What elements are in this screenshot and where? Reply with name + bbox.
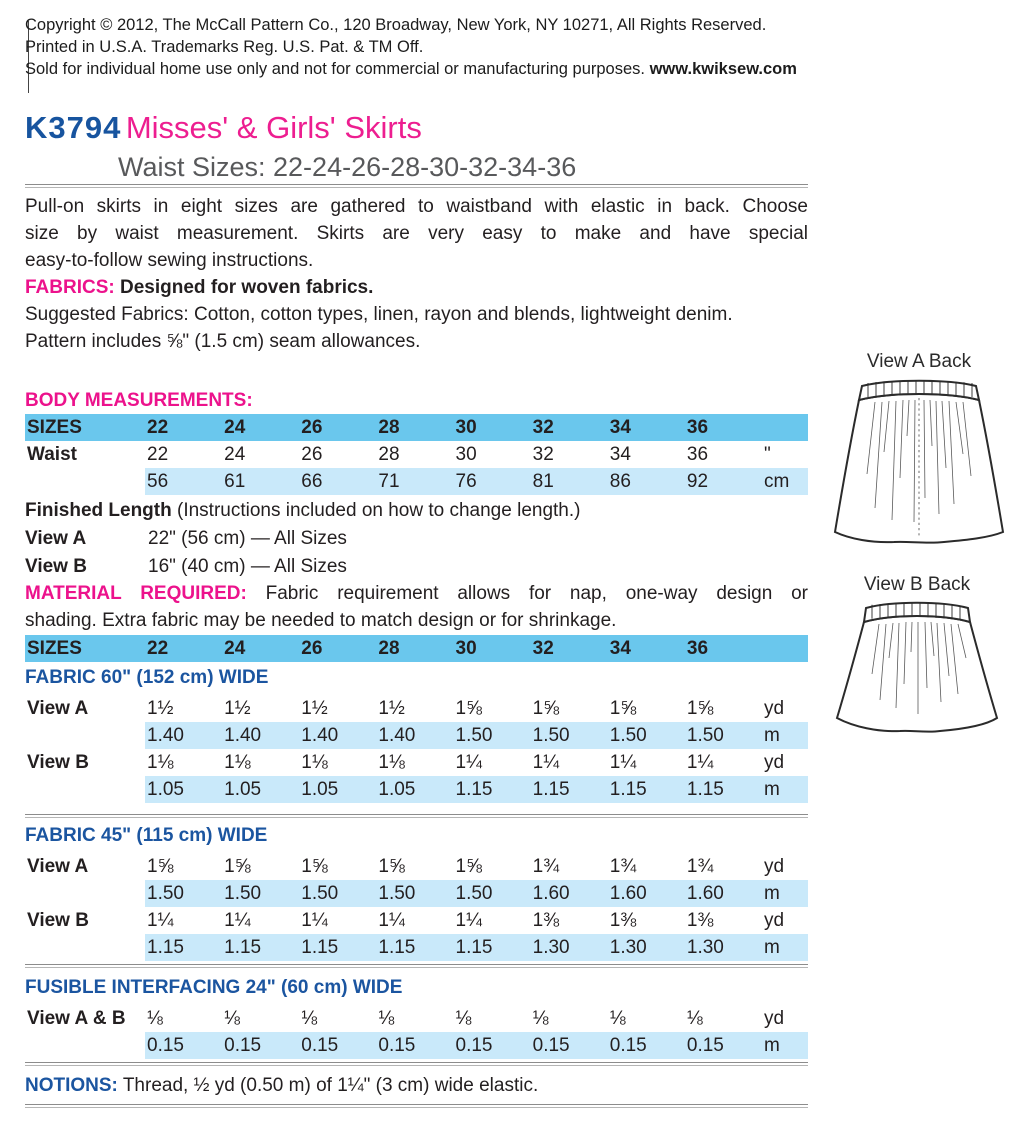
fabrics-text: Designed for woven fabrics. — [120, 277, 374, 298]
table-cell: 1½ — [147, 698, 174, 719]
table-cell: 28 — [378, 417, 400, 438]
table-cell: 61 — [222, 468, 299, 495]
section-divider — [25, 184, 808, 188]
view-b-caption: View B Back — [863, 574, 971, 595]
table-cell: 26 — [301, 444, 323, 465]
table-cell: 1.05 — [299, 776, 376, 803]
table-cell: 1⅛ — [301, 752, 328, 773]
table-cell: 81 — [531, 468, 608, 495]
section-divider — [25, 1062, 808, 1066]
table-cell: 1.05 — [376, 776, 453, 803]
table-cell: 1.05 — [145, 776, 222, 803]
table-cell: 1.50 — [454, 880, 531, 907]
row-label: View A — [27, 856, 89, 877]
table-cell: 1⅛ — [378, 752, 405, 773]
view-a-length: 22" (56 cm) — All Sizes — [148, 528, 347, 549]
table-cell: 34 — [609, 444, 631, 465]
title-block — [25, 110, 815, 183]
fabric45-view-b-m-row — [25, 934, 808, 961]
table-cell: ⅛ — [224, 1008, 240, 1029]
table-cell: 1¼ — [455, 910, 482, 931]
table-cell: 1⅜ — [609, 910, 637, 931]
material-required-label: MATERIAL REQUIRED: — [25, 583, 247, 604]
table-cell: 1.50 — [299, 880, 376, 907]
fabric60-view-b-m-row — [25, 776, 808, 803]
copyright-line-2: Printed in U.S.A. Trademarks Reg. U.S. Pat. & TM Off. — [25, 38, 424, 56]
row-label: SIZES — [27, 417, 82, 438]
table-cell: 28 — [378, 444, 400, 465]
table-cell: 22 — [147, 444, 169, 465]
row-unit: yd — [764, 752, 785, 773]
table-cell: 1¼ — [224, 910, 251, 931]
table-cell: 66 — [299, 468, 376, 495]
row-unit: m — [762, 776, 808, 803]
table-cell: 34 — [609, 417, 631, 438]
body-measurements-heading: BODY MEASUREMENTS: — [25, 390, 253, 411]
table-cell: 76 — [454, 468, 531, 495]
table-cell: 1.15 — [531, 776, 608, 803]
table-cell: 1¼ — [686, 752, 714, 773]
finished-length-block — [25, 497, 808, 581]
copyright-line-1: Copyright © 2012, The McCall Pattern Co., 120 Broadway, New York, NY 10271, All Rights Reserved. — [25, 16, 767, 34]
table-cell: 1.60 — [531, 880, 608, 907]
table-cell: 1¼ — [455, 752, 482, 773]
table-cell: 1.40 — [222, 722, 299, 749]
interfacing-yd-row — [25, 1005, 808, 1032]
row-unit — [762, 635, 808, 662]
table-cell: 36 — [686, 417, 709, 438]
row-label: View B — [27, 752, 89, 773]
table-cell: 0.15 — [299, 1032, 376, 1059]
section-divider — [25, 964, 808, 968]
table-cell: 1⅜ — [532, 910, 560, 931]
waist-inches-row — [25, 441, 808, 468]
table-cell: 1.40 — [376, 722, 453, 749]
table-cell: 1.60 — [608, 880, 685, 907]
finished-length-label: Finished Length — [25, 500, 172, 521]
material-required-text: Fabric requirement allows for nap, one-way design or — [265, 583, 808, 604]
row-unit: yd — [764, 698, 785, 719]
table-cell: 92 — [685, 468, 762, 495]
table-cell: 1¼ — [532, 752, 560, 773]
table-cell: 22 — [147, 417, 169, 438]
table-cell: 36 — [686, 638, 709, 659]
view-b-length-row — [25, 553, 808, 581]
material-required-line: shading. Extra fabric may be needed to match design or for shrinkage. — [25, 610, 617, 631]
table-cell: 0.15 — [145, 1032, 222, 1059]
section-divider — [25, 814, 808, 818]
table-cell: 1.30 — [608, 934, 685, 961]
table-cell: ⅛ — [147, 1008, 163, 1029]
table-cell: ⅛ — [532, 1008, 549, 1029]
material-sizes-row-wrap — [25, 635, 808, 662]
table-cell: 0.15 — [454, 1032, 531, 1059]
row-label — [25, 776, 145, 803]
view-a-skirt-illustration — [828, 372, 1010, 547]
table-cell: 1⅝ — [147, 856, 174, 877]
view-a-caption: View A Back — [866, 351, 972, 372]
view-b-label: View B — [25, 556, 87, 577]
table-cell: 1¼ — [609, 752, 637, 773]
fabric45-view-a-yd-row — [25, 853, 808, 880]
table-cell: 1⅝ — [532, 698, 560, 719]
table-cell: 1¾ — [686, 856, 714, 877]
row-label — [25, 722, 145, 749]
copyright-line-3 — [25, 58, 825, 80]
row-unit: cm — [762, 468, 808, 495]
table-cell: 32 — [532, 638, 554, 659]
row-unit: yd — [764, 910, 785, 931]
table-cell: 1.50 — [145, 880, 222, 907]
table-cell: 26 — [301, 417, 323, 438]
row-label: View A — [27, 698, 89, 719]
description-block — [25, 193, 808, 355]
table-cell: 0.15 — [222, 1032, 299, 1059]
fabric-45-table — [25, 822, 808, 961]
table-cell: 1.15 — [685, 776, 762, 803]
usage-text: Sold for individual home use only and not for commercial or manufacturing purposes. — [25, 60, 645, 78]
table-cell: 1½ — [301, 698, 328, 719]
table-cell: 1.15 — [376, 934, 453, 961]
table-cell: 1⅜ — [686, 910, 714, 931]
table-cell: ⅛ — [609, 1008, 626, 1029]
row-label: SIZES — [27, 638, 82, 659]
row-label — [25, 468, 145, 495]
table-cell: 1½ — [224, 698, 251, 719]
table-cell: 1¼ — [378, 910, 405, 931]
table-cell: ⅛ — [378, 1008, 395, 1029]
table-cell: ⅛ — [686, 1008, 703, 1029]
fabric60-view-a-yd-row — [25, 695, 808, 722]
masthead — [25, 14, 825, 80]
row-unit: " — [764, 444, 771, 465]
finished-length-note: (Instructions included on how to change length.) — [177, 500, 581, 521]
table-cell: 1.40 — [299, 722, 376, 749]
table-cell: 30 — [455, 444, 477, 465]
table-cell: ⅛ — [455, 1008, 472, 1029]
table-cell: 24 — [224, 417, 246, 438]
title-line — [25, 110, 815, 146]
table-cell: 24 — [224, 444, 246, 465]
section-divider — [25, 1104, 808, 1108]
sizes-header-row — [25, 635, 808, 662]
table-cell: 1¾ — [609, 856, 637, 877]
body-measurements-table — [25, 414, 808, 495]
table-cell: 22 — [147, 638, 169, 659]
row-unit: m — [762, 880, 808, 907]
sizes-header-row — [25, 414, 808, 441]
fabric45-view-b-yd-row — [25, 907, 808, 934]
table-cell: 1.15 — [145, 934, 222, 961]
table-cell: 71 — [376, 468, 453, 495]
table-cell: 1⅝ — [686, 698, 714, 719]
material-required-line — [25, 580, 808, 607]
seam-allowance-line: Pattern includes ⅝" (1.5 cm) seam allowances. — [25, 331, 421, 352]
table-cell: 24 — [224, 638, 246, 659]
fabric60-view-b-yd-row — [25, 749, 808, 776]
table-cell: 34 — [609, 638, 631, 659]
table-cell: 86 — [608, 468, 685, 495]
fabric-45-heading: FABRIC 45" (115 cm) WIDE — [25, 825, 268, 846]
suggested-fabrics-line: Suggested Fabrics: Cotton, cotton types, linen, rayon and blends, lightweight denim. — [25, 304, 733, 325]
row-unit: yd — [764, 856, 785, 877]
table-cell: 32 — [532, 417, 554, 438]
waist-cm-row — [25, 468, 808, 495]
row-label — [25, 880, 145, 907]
table-cell: 1.50 — [531, 722, 608, 749]
row-unit: yd — [764, 1008, 785, 1029]
fabric-60-table — [25, 664, 808, 803]
fabric45-view-a-m-row — [25, 880, 808, 907]
row-unit — [762, 414, 808, 441]
fabric-60-heading: FABRIC 60" (152 cm) WIDE — [25, 667, 269, 688]
row-unit: m — [762, 722, 808, 749]
waist-sizes-subtitle: Waist Sizes: 22-24-26-28-30-32-34-36 — [118, 152, 577, 182]
table-cell: 1.15 — [222, 934, 299, 961]
table-cell: 1⅝ — [224, 856, 251, 877]
table-cell: 32 — [532, 444, 554, 465]
table-cell: 1¾ — [532, 856, 560, 877]
material-required-block — [25, 580, 808, 634]
table-cell: 1.05 — [222, 776, 299, 803]
table-cell: 1¼ — [147, 910, 174, 931]
table-cell: 1.15 — [454, 934, 531, 961]
table-cell: 1.50 — [454, 722, 531, 749]
website-text: www.kwiksew.com — [649, 60, 797, 78]
table-cell: 1⅝ — [609, 698, 637, 719]
notions-label: NOTIONS: — [25, 1075, 118, 1096]
page-title: Misses' & Girls' Skirts — [125, 110, 422, 145]
table-cell: 1⅛ — [224, 752, 251, 773]
row-label: View B — [27, 910, 89, 931]
table-cell: 1⅝ — [455, 698, 482, 719]
table-cell: 1½ — [378, 698, 405, 719]
view-b-length: 16" (40 cm) — All Sizes — [148, 556, 347, 577]
description-line: Pull-on skirts in eight sizes are gathered to waistband with elastic in back. Choose — [25, 196, 808, 217]
notions-block — [25, 1073, 808, 1099]
table-cell: 0.15 — [685, 1032, 762, 1059]
table-cell: 28 — [378, 638, 400, 659]
table-cell: 30 — [455, 638, 477, 659]
table-cell: 1.30 — [685, 934, 762, 961]
row-label: View A & B — [27, 1008, 126, 1029]
row-label — [25, 934, 145, 961]
table-cell: 1⅛ — [147, 752, 174, 773]
table-cell: 0.15 — [376, 1032, 453, 1059]
table-cell: 1.50 — [222, 880, 299, 907]
table-cell: ⅛ — [301, 1008, 318, 1029]
row-unit: m — [762, 1032, 808, 1059]
table-cell: 1.40 — [145, 722, 222, 749]
fabrics-line — [25, 274, 808, 301]
table-cell: 1.50 — [376, 880, 453, 907]
row-label: Waist — [27, 444, 77, 465]
view-a-length-row — [25, 525, 808, 553]
table-cell: 1.30 — [531, 934, 608, 961]
finished-length-line — [25, 497, 808, 525]
table-cell: 1.15 — [299, 934, 376, 961]
table-cell: 1.15 — [454, 776, 531, 803]
row-label — [25, 1032, 145, 1059]
interfacing-heading: FUSIBLE INTERFACING 24" (60 cm) WIDE — [25, 977, 403, 998]
table-cell: 26 — [301, 638, 323, 659]
table-cell: 1¼ — [301, 910, 328, 931]
fabric60-view-a-m-row — [25, 722, 808, 749]
table-cell: 0.15 — [608, 1032, 685, 1059]
table-cell: 1.50 — [608, 722, 685, 749]
table-cell: 56 — [145, 468, 222, 495]
row-unit: m — [762, 934, 808, 961]
table-cell: 1⅝ — [378, 856, 405, 877]
table-cell: 1.15 — [608, 776, 685, 803]
table-cell: 1⅝ — [301, 856, 328, 877]
interfacing-m-row — [25, 1032, 808, 1059]
notions-text: Thread, ½ yd (0.50 m) of 1¼" (3 cm) wide elastic. — [122, 1075, 539, 1096]
pattern-number: K3794 — [25, 110, 122, 145]
table-cell: 30 — [455, 417, 477, 438]
table-cell: 1⅝ — [455, 856, 482, 877]
fabrics-label: FABRICS: — [25, 277, 115, 298]
table-cell: 0.15 — [531, 1032, 608, 1059]
description-line: easy-to-follow sewing instructions. — [25, 250, 314, 271]
table-cell: 1.60 — [685, 880, 762, 907]
table-cell: 36 — [686, 444, 709, 465]
description-line: size by waist measurement. Skirts are very easy to make and have special — [25, 223, 808, 244]
table-cell: 1.50 — [685, 722, 762, 749]
view-a-label: View A — [25, 528, 87, 549]
view-b-skirt-illustration — [830, 596, 1004, 738]
interfacing-table — [25, 974, 808, 1059]
